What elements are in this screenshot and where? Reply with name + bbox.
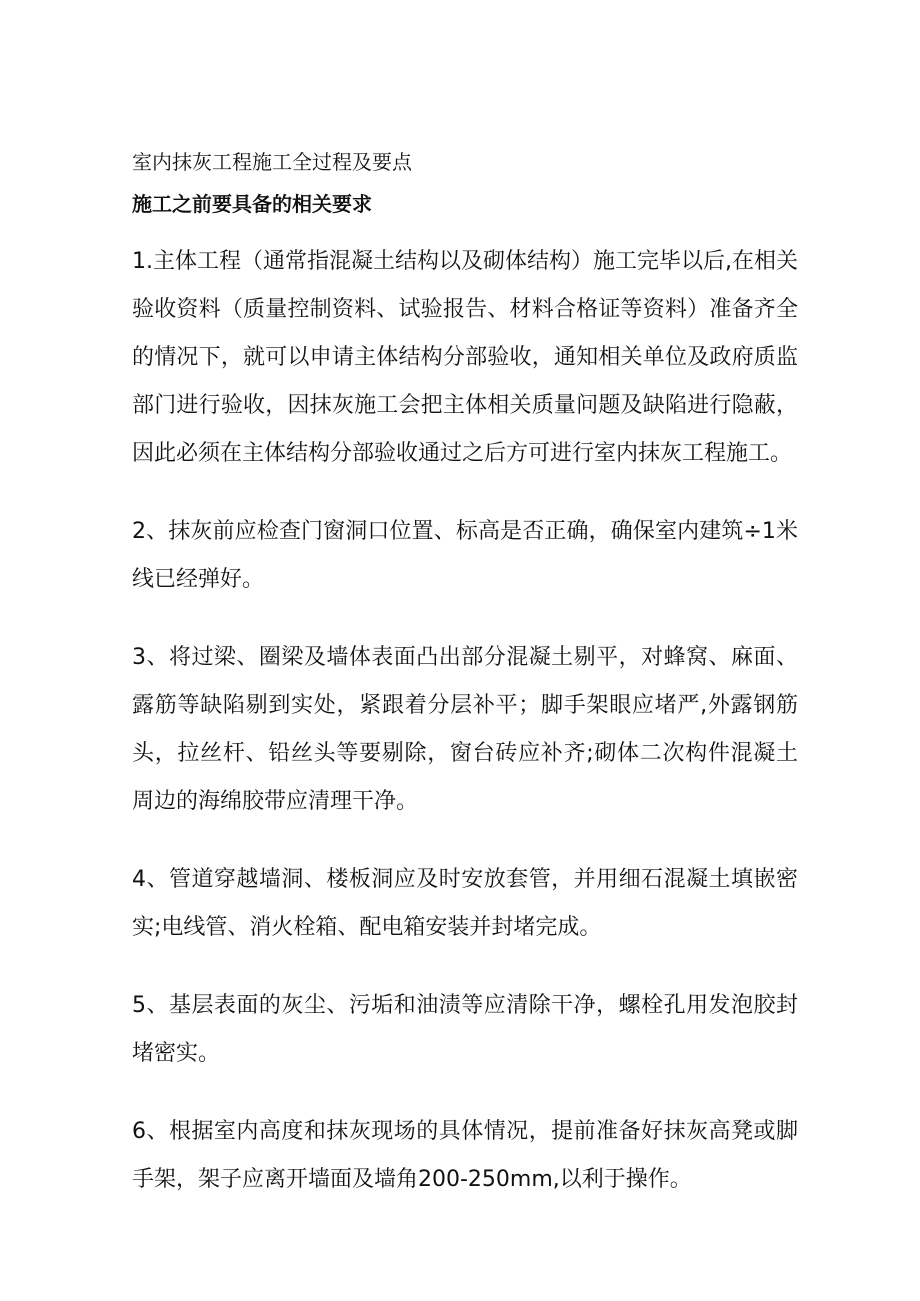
document-content	[132, 146, 798, 1234]
document-title: 室内抹灰工程施工全过程及要点	[132, 150, 412, 174]
paragraph-5: 5、基层表面的灰尘、污垢和油渍等应清除干净，螺栓孔用发泡胶封堵密实。	[132, 993, 798, 1066]
section-heading: 施工之前要具备的相关要求	[132, 192, 372, 216]
paragraph-3: 3、将过梁、圈梁及墙体表面凸出部分混凝土剔平，对蜂窝、麻面、露筋等缺陷剔到实处，紧跟着分层补平；脚手架眼应堵严,外露钢筋头，拉丝杆、铅丝头等要剔除，窗台砖应补齐;砌体二次构件混凝土周边的海绵胶带应清理干净。	[132, 645, 798, 814]
paragraph-4: 4、管道穿越墙洞、楼板洞应及时安放套管，并用细石混凝土填嵌密实;电线管、消火栓箱、配电箱安装并封堵完成。	[132, 867, 798, 940]
paragraph-list	[132, 238, 798, 1204]
paragraph-6: 6、根据室内高度和抹灰现场的具体情况，提前准备好抹灰高凳或脚手架，架子应离开墙面及墙角200-250mm,以利于操作。	[132, 1119, 798, 1192]
paragraph-2: 2、抹灰前应检查门窗洞口位置、标高是否正确，确保室内建筑÷1米线已经弹好。	[132, 519, 798, 592]
paragraph-1: 1.主体工程（通常指混凝土结构以及砌体结构）施工完毕以后,在相关验收资料（质量控制资料、试验报告、材料合格证等资料）准备齐全的情况下，就可以申请主体结构分部验收，通知相关单位及政府质监部门进行验收，因抹灰施工会把主体相关质量问题及缺陷进行隐蔽，因此必须在主体结构分部验收通过之后方可进行室内抹灰工程施工。	[132, 249, 798, 466]
